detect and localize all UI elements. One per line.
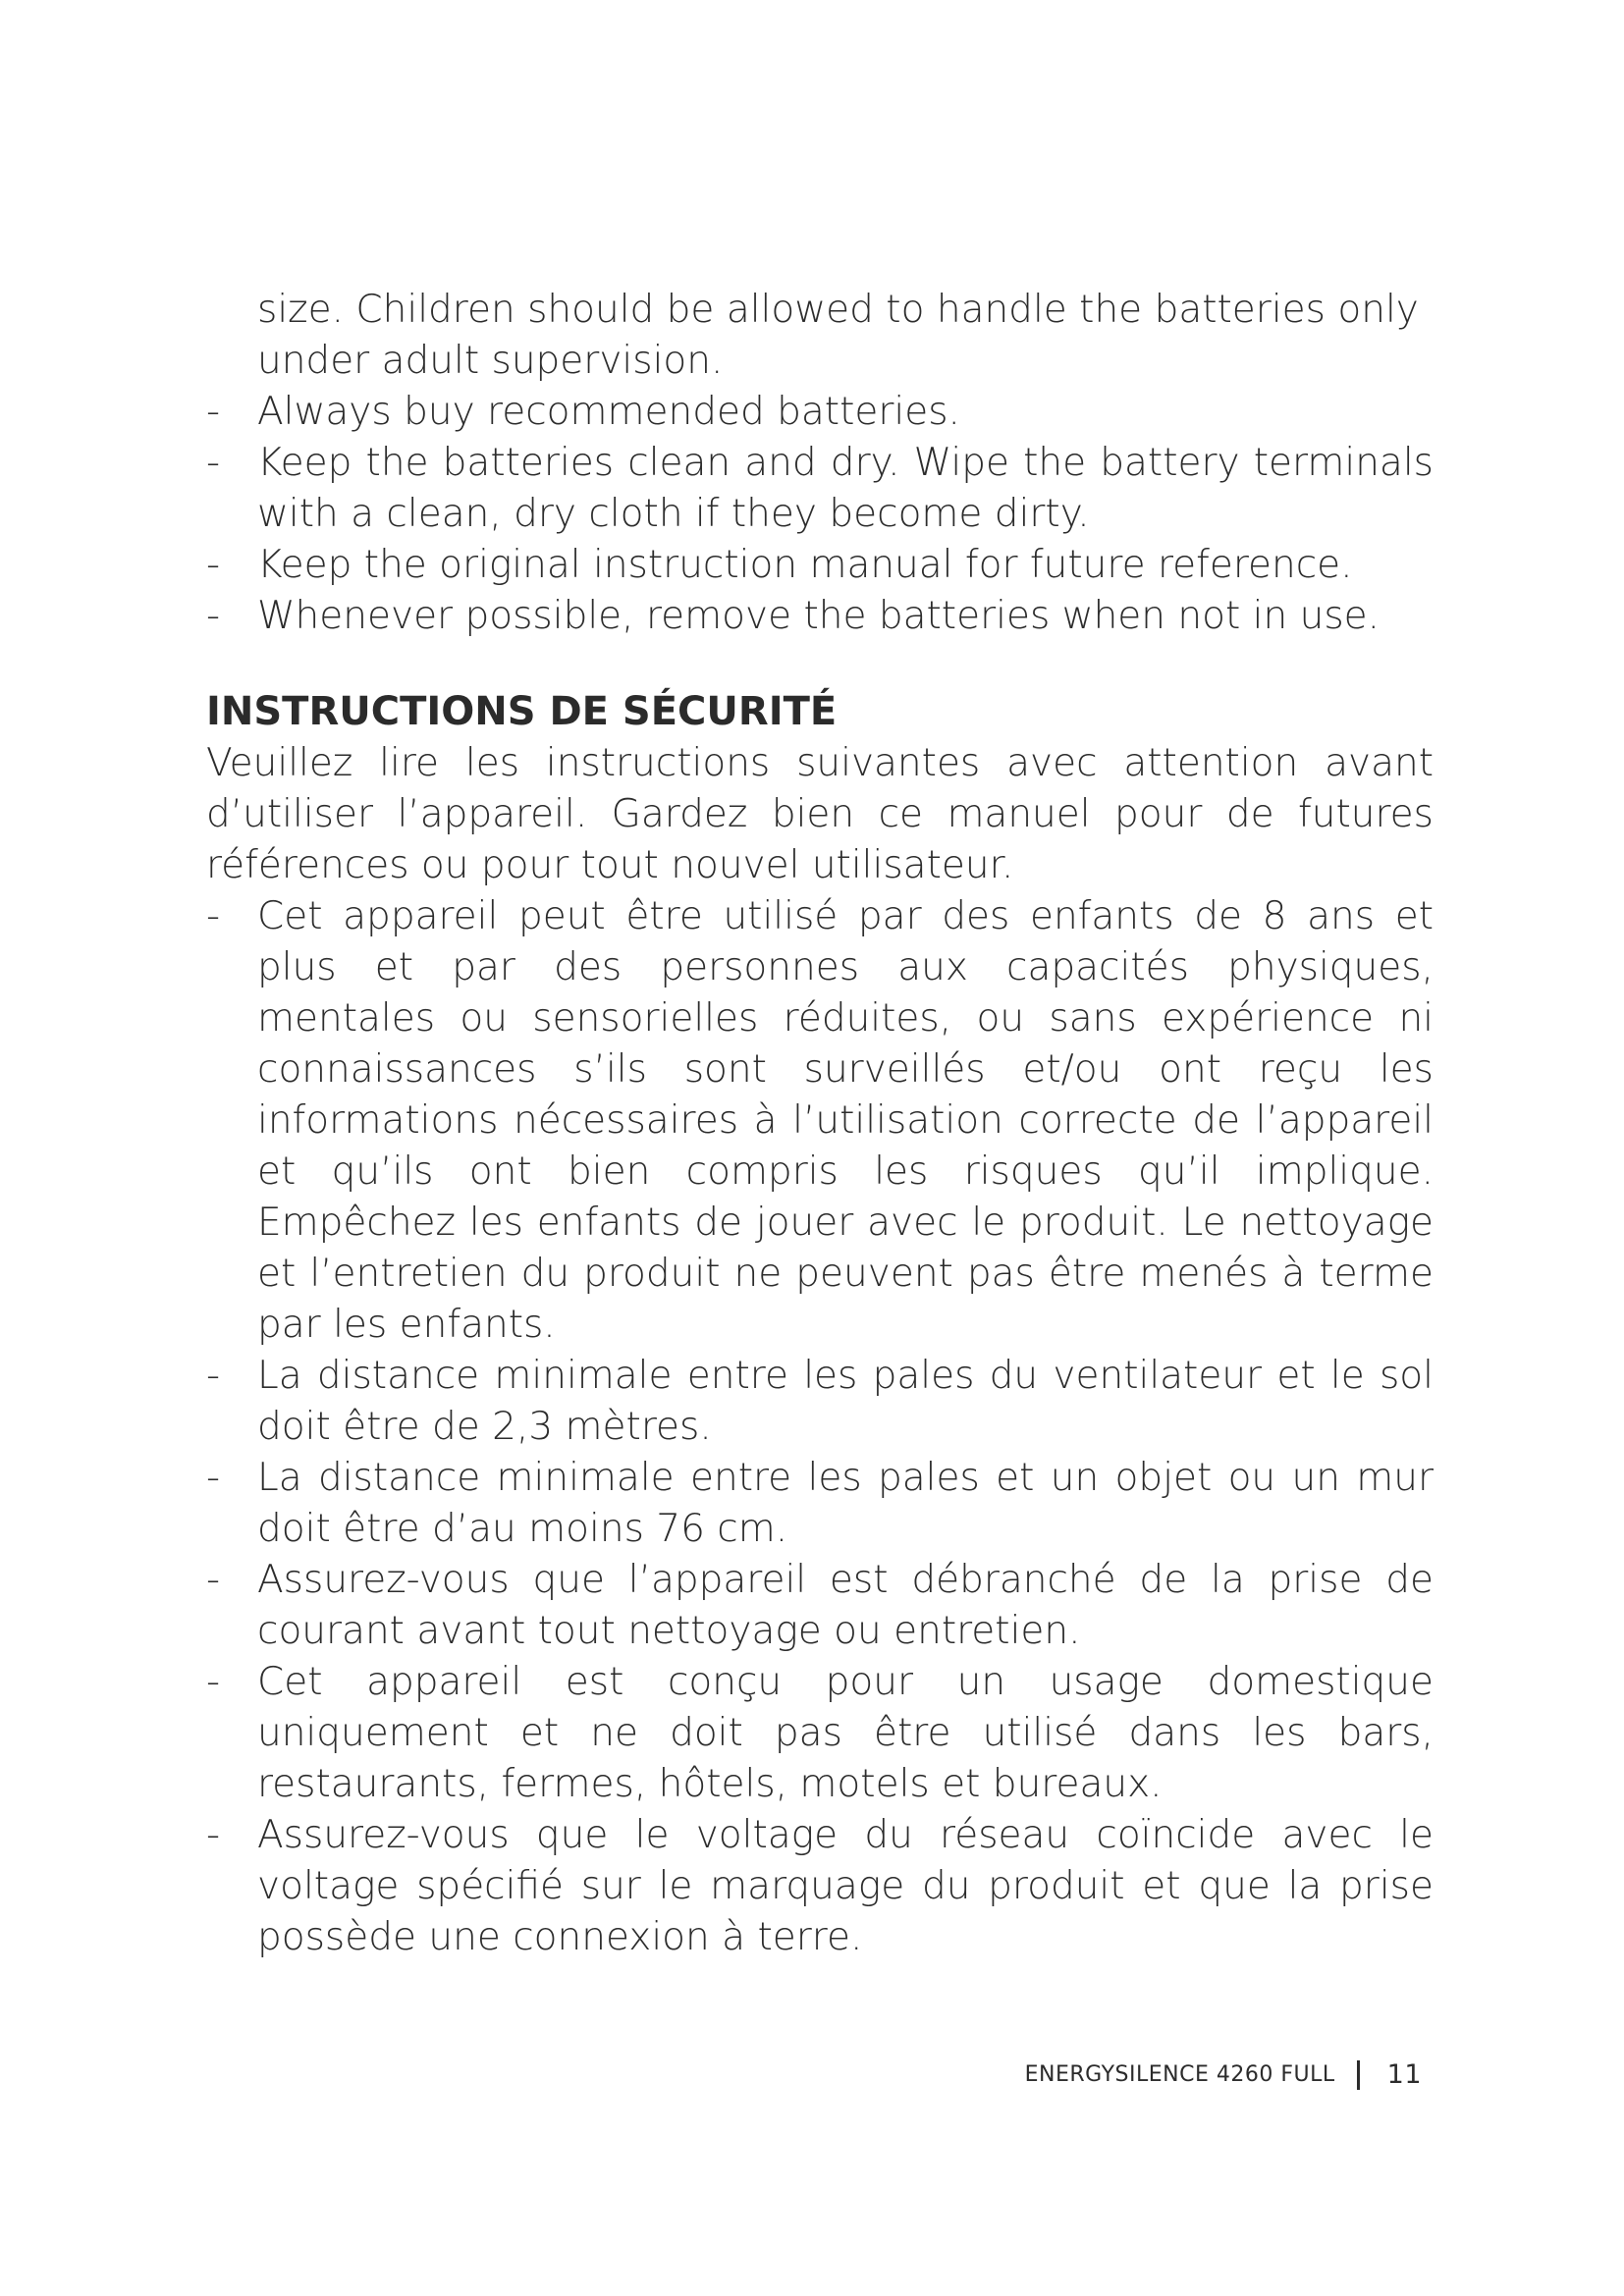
footer-divider xyxy=(1357,2060,1360,2090)
page-content xyxy=(206,285,1434,1963)
footer-product-name: ENERGYSILENCE 4260 FULL xyxy=(1024,2062,1335,2087)
list-item: - La distance minimale entre les pales et un objet ou un mur doit être d’au moins 76 cm. xyxy=(206,1453,1434,1555)
list-item: - Cet appareil peut être utilisé par des enfants de 8 ans et plus et par des personnes aux capacités physiques, mentales ou sensorielles réduites, ou sans expérience ni connaissances s’ils sont surveillés et/ou ont reçu les informations nécessaires à l’utilisation correcte de l’appareil et qu’ils ont bien compris les risques qu’il implique. Empêchez les enfants de jouer avec le produit. Le nettoyage et l’entretien du produit ne peuvent pas être menés à terme par les enfants. xyxy=(206,891,1434,1351)
page-footer xyxy=(0,2059,1422,2090)
list-item: - Assurez-vous que le voltage du réseau coïncide avec le voltage spécifié sur le marquage du produit et que la prise possède une connexion à terre. xyxy=(206,1810,1434,1963)
list-item: - Cet appareil est conçu pour un usage domestique uniquement et ne doit pas être utilisé dans les bars, restaurants, fermes, hôtels, motels et bureaux. xyxy=(206,1657,1434,1810)
continuation-text: size. Children should be allowed to handle the batteries only under adult supervision. xyxy=(257,288,1419,383)
list-item: - Assurez-vous que l’appareil est débranché de la prise de courant avant tout nettoyage ou entretien. xyxy=(206,1555,1434,1657)
list-item: - Whenever possible, remove the batteries when not in use. xyxy=(206,591,1434,642)
section-heading: INSTRUCTIONS DE SÉCURITÉ xyxy=(206,689,838,734)
list-item: - Always buy recommended batteries. xyxy=(206,387,1434,438)
safety-bullet-list xyxy=(206,891,1434,1963)
list-item: - La distance minimale entre les pales du ventilateur et le sol doit être de 2,3 mètres. xyxy=(206,1351,1434,1453)
intro-paragraph: Veuillez lire les instructions suivantes avec attention avant d’utiliser l’appareil. Gardez bien ce manuel pour de futures références ou pour tout nouvel utilisateur. xyxy=(206,741,1434,887)
battery-bullet-list xyxy=(206,387,1434,642)
list-item: - Keep the batteries clean and dry. Wipe the battery terminals with a clean, dry cloth if they become dirty. xyxy=(206,438,1434,540)
page-number: 11 xyxy=(1386,2059,1422,2090)
list-item: - Keep the original instruction manual for future reference. xyxy=(206,540,1434,591)
